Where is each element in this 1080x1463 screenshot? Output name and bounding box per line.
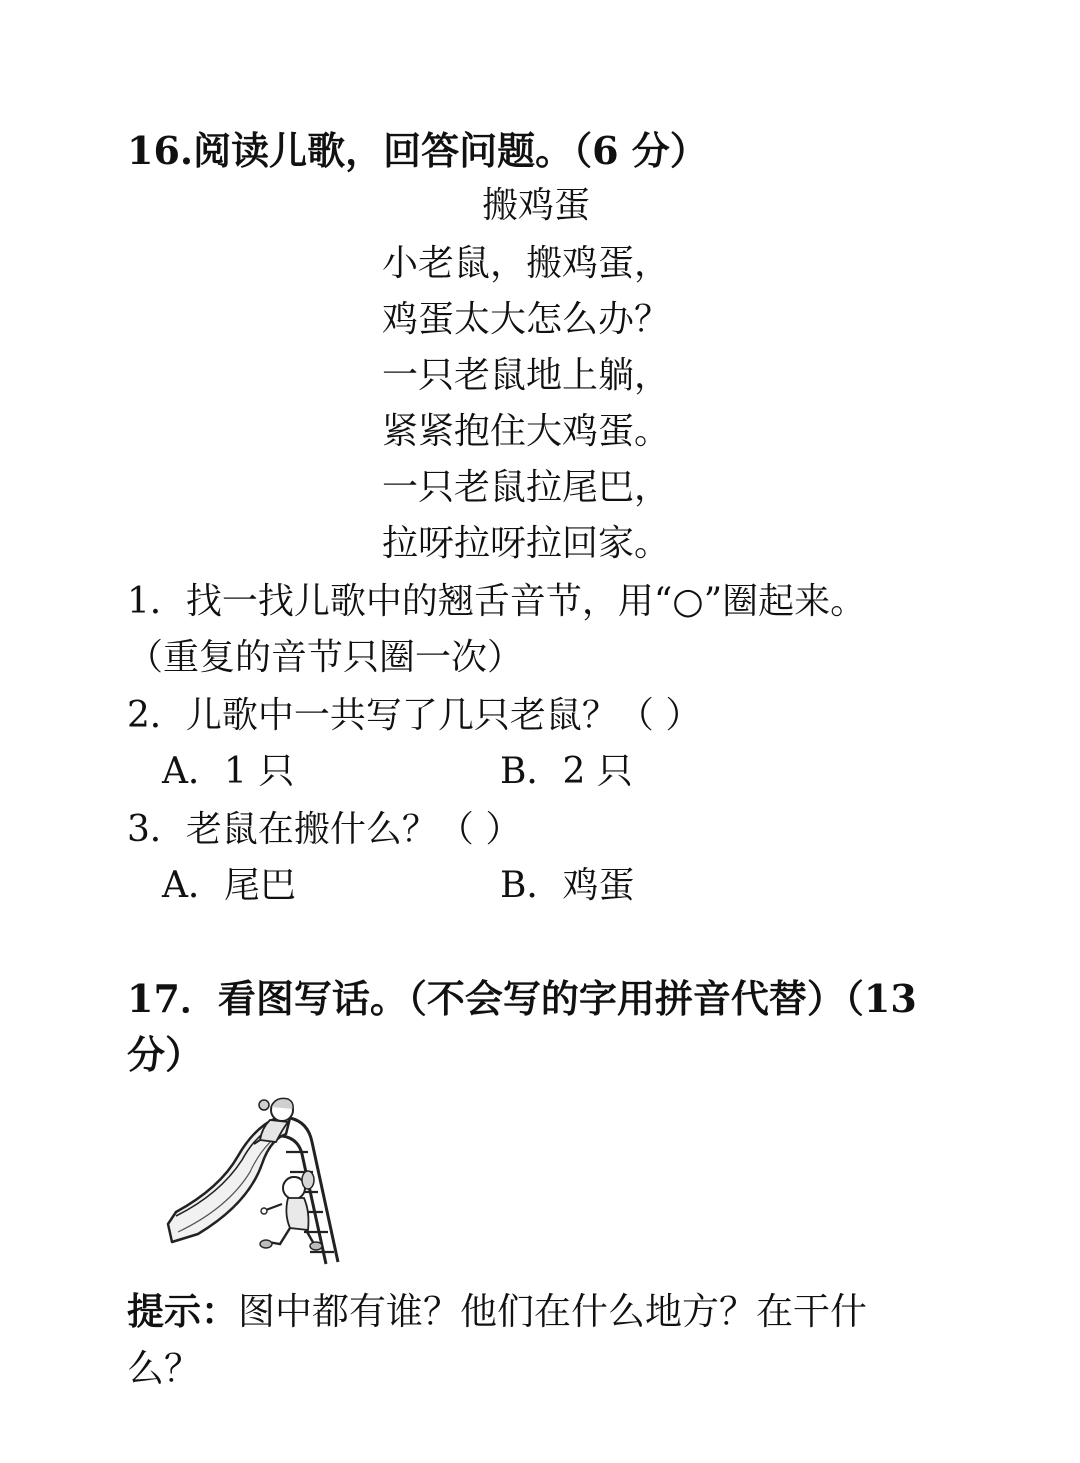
sub-question-2: 2．儿歌中一共写了几只老鼠？（ ） [127,695,702,736]
children-playing-on-slide-illustration [158,1092,348,1272]
sub-question-1-line-2: （重复的音节只圈一次） [127,637,524,678]
question-16-title: 16.阅读儿歌，回答问题。（6 分） [127,128,708,173]
hint-line-1 [127,1282,867,1341]
poem-line-3: 一只老鼠地上躺， [382,355,671,396]
sub-question-2-option-a: A．1 只 [162,751,295,792]
sub-question-3-option-a: A．尾巴 [162,865,296,906]
sub-question-1-line-1: 1．找一找儿歌中的翘舌音节，用“○”圈起来。 [127,581,867,622]
poem-title: 搬鸡蛋 [482,185,591,226]
sub-question-3: 3．老鼠在搬什么？（ ） [127,809,522,850]
hint-label: 提示： [127,1289,238,1333]
hint-text: 图中都有谁？他们在什么地方？在干什 [238,1290,867,1333]
question-17-title-line-2: 分） [127,1032,204,1077]
poem-line-1: 小老鼠，搬鸡蛋， [382,243,671,284]
poem-line-4: 紧紧抱住大鸡蛋。 [382,411,671,452]
sub-question-3-option-b: B．鸡蛋 [500,865,635,906]
sub-question-2-option-b: B．2 只 [500,751,633,792]
poem-line-5: 一只老鼠拉尾巴， [382,467,671,508]
question-17-title-line-1: 17．看图写话。（不会写的字用拼音代替）（13 [127,976,917,1021]
hint-line-2: 么？ [127,1347,201,1390]
poem-line-6: 拉呀拉呀拉回家。 [382,523,671,564]
poem-line-2: 鸡蛋太大怎么办？ [382,299,671,340]
